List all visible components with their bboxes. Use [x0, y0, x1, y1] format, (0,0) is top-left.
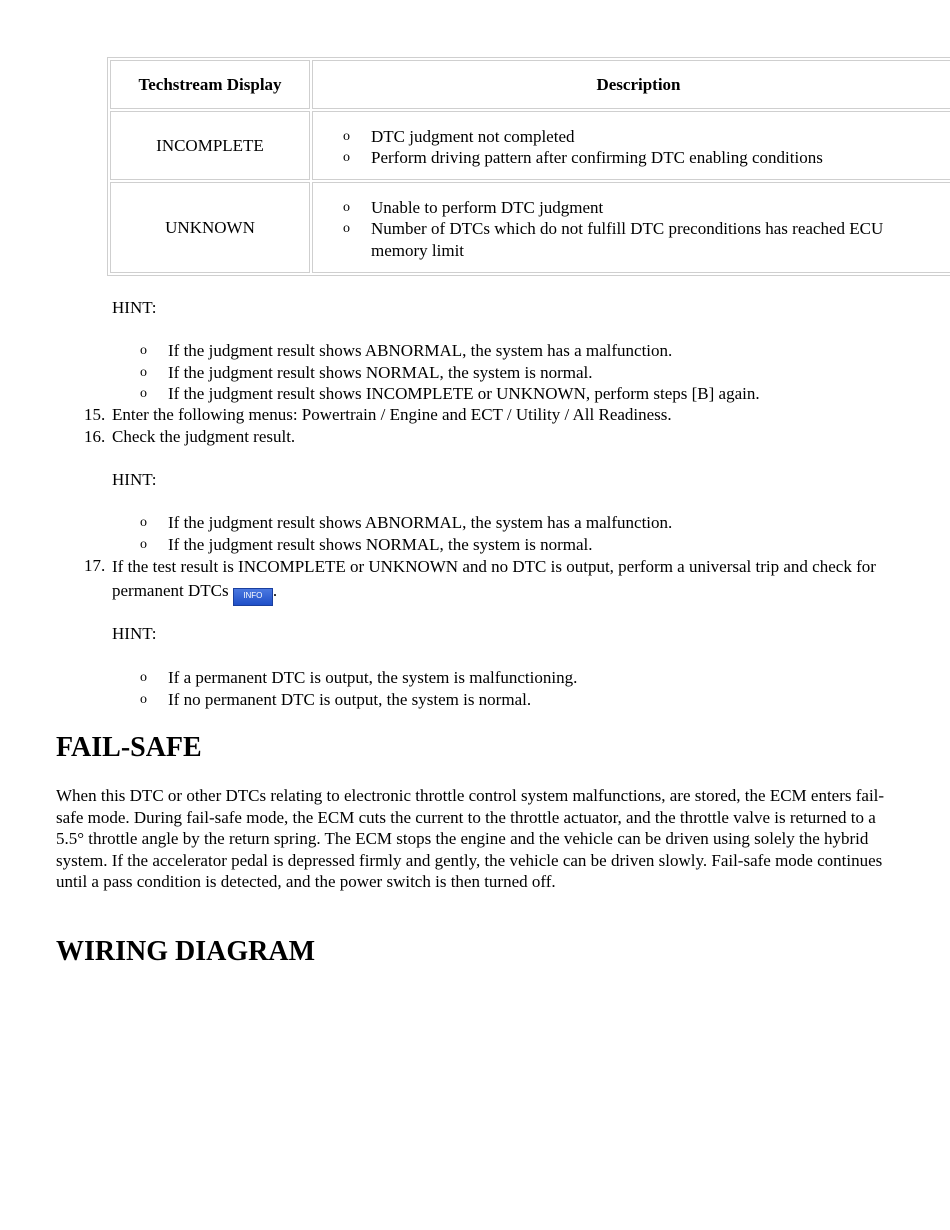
table-row: [110, 182, 950, 273]
list-item: o DTC judgment not completed: [371, 126, 924, 148]
display-cell: UNKNOWN: [110, 182, 310, 273]
step-number: 15.: [84, 405, 106, 424]
step-number: 16.: [84, 427, 106, 446]
list-item: o If the judgment result shows ABNORMAL, the system has a malfunction.: [168, 340, 928, 362]
description-cell: [312, 182, 950, 273]
fail-safe-paragraph: When this DTC or other DTCs relating to electronic throttle control system malfunctions, are stored, the ECM enters fail-safe mode. During fail-safe mode, the ECM cuts the current to the throttle actuator, and the throttle valve is returned to a 5.5° throttle angle by the return spring. The ECM stops the engine and the vehicle can be driven using solely the hybrid system. If the accelerator pedal is depressed firmly and gently, the vehicle can be driven slowly. Fail-safe mode continues until a pass condition is detected, and the power switch is then turned off.: [56, 786, 885, 891]
column-header-display: Techstream Display: [110, 60, 310, 109]
list-item: o If the judgment result shows NORMAL, the system is normal.: [168, 362, 928, 384]
column-header-description: Description: [312, 60, 950, 109]
hint-label: HINT:: [112, 624, 157, 643]
display-cell: INCOMPLETE: [110, 111, 310, 180]
description-cell: [312, 111, 950, 180]
info-button-label: INFO: [243, 591, 263, 600]
hint-list: [168, 512, 928, 555]
list-item: o If the judgment result shows NORMAL, the system is normal.: [168, 534, 928, 556]
list-item: o Unable to perform DTC judgment: [371, 197, 924, 219]
step-text-end: .: [272, 581, 278, 600]
list-item: o If no permanent DTC is output, the system is normal.: [168, 689, 928, 711]
hint-label: HINT:: [112, 298, 157, 317]
section-heading-fail-safe: FAIL-SAFE: [56, 732, 202, 763]
list-item: o If the judgment result shows INCOMPLETE or UNKNOWN, perform steps [B] again.: [168, 383, 928, 405]
list-item: o Perform driving pattern after confirming DTC enabling conditions: [371, 147, 924, 169]
step-text: Enter the following menus: Powertrain / Engine and ECT / Utility / All Readiness.: [112, 405, 672, 424]
hint-label: HINT:: [112, 470, 157, 489]
list-item: o If a permanent DTC is output, the system is malfunctioning.: [168, 667, 928, 689]
list-item: o If the judgment result shows ABNORMAL, the system has a malfunction.: [168, 512, 928, 534]
table-row: [110, 111, 950, 180]
step-text: Check the judgment result.: [112, 427, 296, 446]
step-text: If the test result is INCOMPLETE or UNKNOWN and no DTC is output, perform a universal trip and check for permanent DTCs: [112, 557, 876, 600]
list-item: o Number of DTCs which do not fulfill DTC preconditions has reached ECU memory limit: [371, 218, 924, 261]
hint-list: [168, 340, 928, 405]
info-button[interactable]: [233, 588, 273, 606]
table-header-row: [110, 60, 950, 109]
step-number: 17.: [84, 556, 106, 575]
techstream-table: [107, 57, 950, 276]
section-heading-wiring-diagram: WIRING DIAGRAM: [56, 936, 315, 967]
hint-list: [168, 667, 928, 710]
